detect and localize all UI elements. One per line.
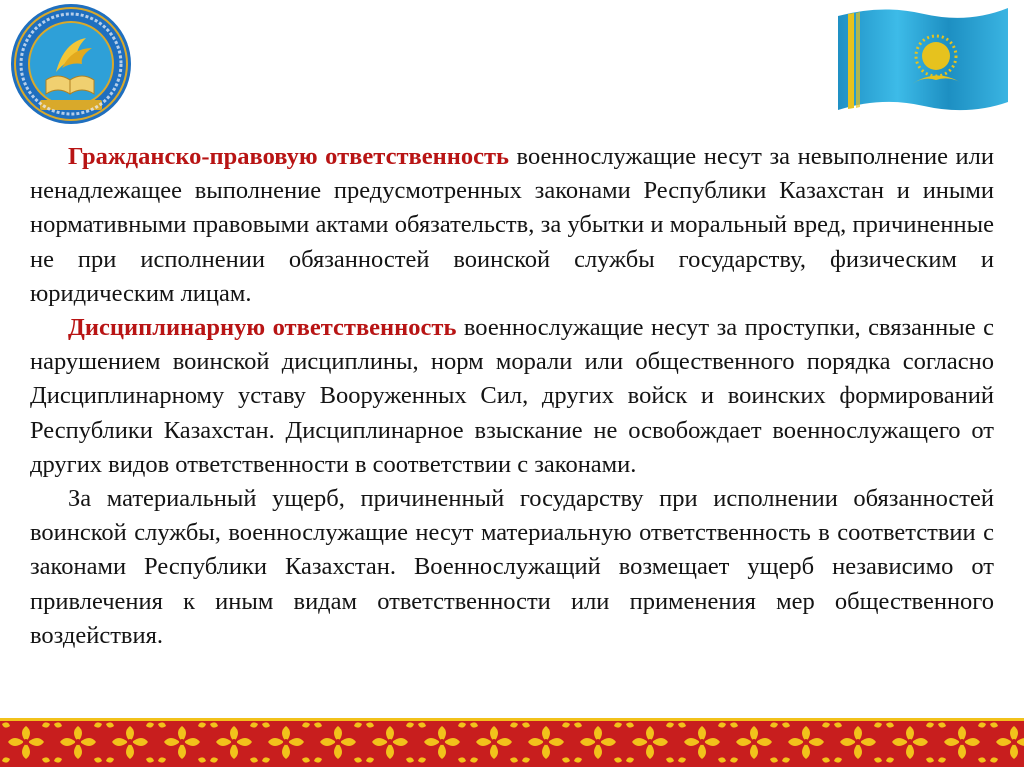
paragraph-disciplinary-liability — [30, 311, 994, 482]
slide-body — [30, 140, 994, 653]
highlight-term: Гражданско-правовую ответственность — [68, 143, 509, 170]
highlight-term: Дисциплинарную ответственность — [68, 314, 457, 342]
paragraph-text: военнослужащие несут за проступки, связанные с нарушением воинской дисциплины, норм морали или общественного порядка согласно Дисциплинарному уставу Вооруженных Сил, других войск и воинских формирований Республики Казахстан. Дисциплинарное взыскание не освобождает военнослужащего от других видов ответственности в соответствии с законами. — [30, 314, 994, 478]
university-emblem-icon — [6, 2, 136, 126]
paragraph-text: военнослужащие несут за невыполнение или ненадлежащее выполнение предусмотренных законами Республики Казахстан и иными нормативными правовыми актами обязательств, за убытки и моральный вред, причиненные не при исполнении обязанностей воинской службы государству, физическим и юридическим лицам. — [30, 143, 995, 307]
kazakhstan-flag-icon — [832, 2, 1014, 114]
kazakh-ornament-border-icon — [0, 718, 1024, 767]
paragraph-material-liability — [30, 482, 994, 653]
paragraph-text: За материальный ущерб, причиненный государству при исполнении обязанностей воинской службы, военнослужащие несут материальную ответственность в соответствии с законами Республики Казахстан. Военнослужащий возмещает ущерб независимо от привлечения к иным видам ответственности или применения мер общественного воздействия. — [30, 485, 994, 649]
paragraph-civil-liability — [30, 140, 994, 311]
slide-header — [0, 0, 1024, 128]
